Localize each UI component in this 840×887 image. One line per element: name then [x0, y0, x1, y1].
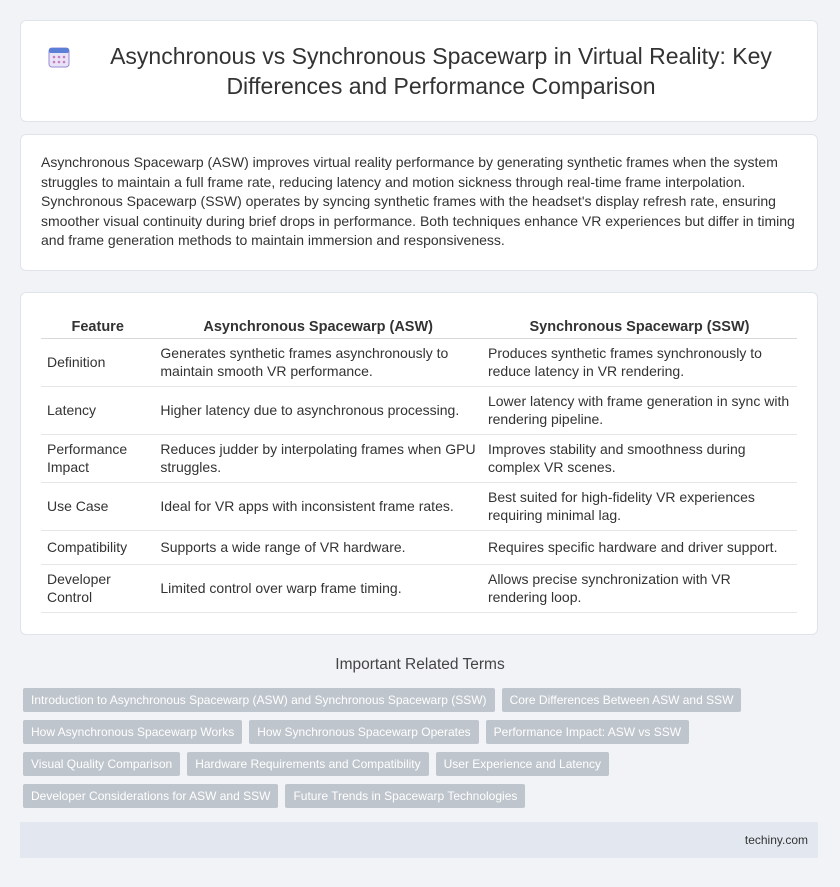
footer: [20, 822, 818, 858]
feature-cell: Use Case: [41, 483, 154, 531]
feature-cell: Compatibility: [41, 531, 154, 565]
ssw-cell: Best suited for high-fidelity VR experiences requiring minimal lag.: [482, 483, 797, 531]
table-row: [41, 531, 797, 565]
comparison-table: [41, 315, 797, 613]
asw-cell: Higher latency due to asynchronous processing.: [154, 387, 482, 435]
tag-row: [23, 688, 823, 712]
footer-site-name: techiny.com: [744, 833, 808, 847]
table-row: [41, 435, 797, 483]
intro-card: [20, 134, 818, 271]
ssw-cell: Requires specific hardware and driver support.: [482, 531, 797, 565]
title-wrap: [17, 41, 821, 101]
table-row: [41, 565, 797, 613]
tag-row: [23, 720, 823, 744]
feature-cell: Developer Control: [41, 565, 154, 613]
calendar-grid-icon: [47, 45, 71, 69]
related-term-tag[interactable]: User Experience and Latency: [436, 752, 609, 776]
related-term-tag[interactable]: Introduction to Asynchronous Spacewarp (ASW) and Synchronous Spacewarp (SSW): [23, 688, 495, 712]
comparison-card: [20, 292, 818, 635]
tag-row: [23, 752, 823, 776]
table-header-row: [41, 315, 797, 339]
page-title: Asynchronous vs Synchronous Spacewarp in Virtual Reality: Key Differences and Performance Comparison: [110, 43, 772, 99]
feature-cell: Definition: [41, 339, 154, 387]
ssw-cell: Allows precise synchronization with VR rendering loop.: [482, 565, 797, 613]
tag-row: [23, 784, 823, 808]
asw-cell: Limited control over warp frame timing.: [154, 565, 482, 613]
intro-paragraph: Asynchronous Spacewarp (ASW) improves virtual reality performance by generating synthetic frames when the system struggles to maintain a full frame rate, reducing latency and motion sickness through real-time frame interpolation. Synchronous Spacewarp (SSW) operates by syncing synthetic frames with the headset's display refresh rate, ensuring smoother visual continuity during brief drops in performance. Both techniques enhance VR experiences but differ in timing and frame generation methods to maintain immersion and responsiveness.: [41, 154, 795, 248]
related-term-tag[interactable]: Developer Considerations for ASW and SSW: [23, 784, 278, 808]
table-row: [41, 339, 797, 387]
related-term-tag[interactable]: Performance Impact: ASW vs SSW: [486, 720, 689, 744]
ssw-cell: Improves stability and smoothness during complex VR scenes.: [482, 435, 797, 483]
related-term-tag[interactable]: How Asynchronous Spacewarp Works: [23, 720, 242, 744]
column-header-asw: Asynchronous Spacewarp (ASW): [154, 315, 482, 339]
feature-cell: Latency: [41, 387, 154, 435]
related-term-tag[interactable]: Core Differences Between ASW and SSW: [502, 688, 742, 712]
asw-cell: Supports a wide range of VR hardware.: [154, 531, 482, 565]
table-row: [41, 387, 797, 435]
asw-cell: Ideal for VR apps with inconsistent frame rates.: [154, 483, 482, 531]
ssw-cell: Produces synthetic frames synchronously to reduce latency in VR rendering.: [482, 339, 797, 387]
title-card: [20, 20, 818, 122]
column-header-feature: Feature: [41, 315, 154, 339]
related-term-tag[interactable]: Future Trends in Spacewarp Technologies: [285, 784, 525, 808]
ssw-cell: Lower latency with frame generation in sync with rendering pipeline.: [482, 387, 797, 435]
related-term-tag[interactable]: Visual Quality Comparison: [23, 752, 180, 776]
table-row: [41, 483, 797, 531]
related-terms-heading: Important Related Terms: [335, 656, 505, 673]
related-term-tag[interactable]: How Synchronous Spacewarp Operates: [249, 720, 478, 744]
feature-cell: Performance Impact: [41, 435, 154, 483]
asw-cell: Reduces judder by interpolating frames when GPU struggles.: [154, 435, 482, 483]
related-terms-list: [23, 688, 823, 816]
asw-cell: Generates synthetic frames asynchronously to maintain smooth VR performance.: [154, 339, 482, 387]
related-term-tag[interactable]: Hardware Requirements and Compatibility: [187, 752, 428, 776]
column-header-ssw: Synchronous Spacewarp (SSW): [482, 315, 797, 339]
